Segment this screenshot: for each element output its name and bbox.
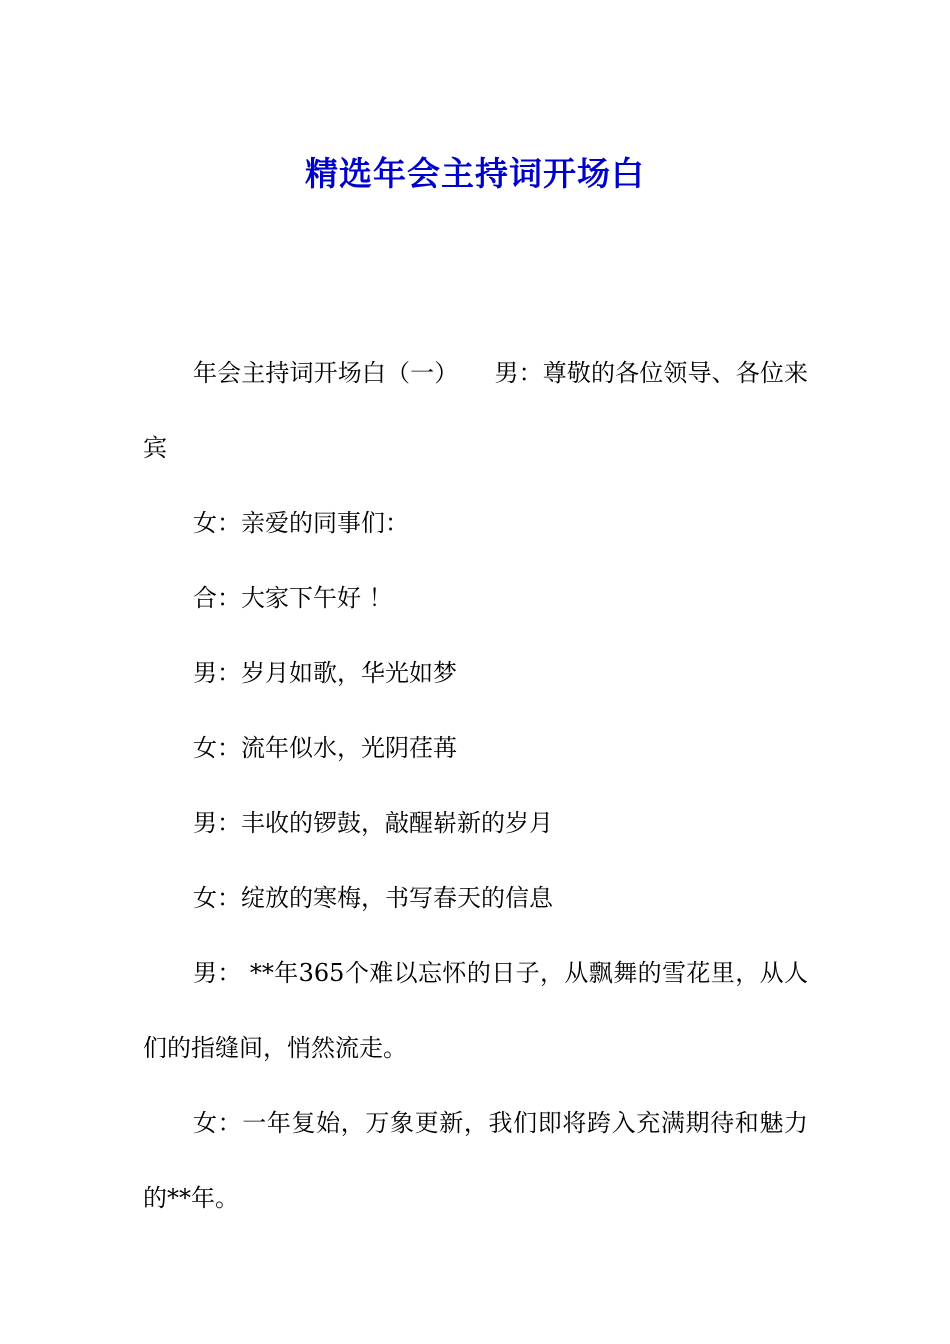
document-body bbox=[143, 336, 808, 1236]
document-title: 精选年会主持词开场白 bbox=[305, 154, 645, 194]
paragraph-1: 年会主持词开场白（一） 男：尊敬的各位领导、各位来宾 bbox=[143, 359, 808, 462]
paragraph-2: 女：亲爱的同事们： bbox=[193, 509, 409, 537]
paragraph-9: 女：一年复始，万象更新，我们即将跨入充满期待和魅力的**年。 bbox=[143, 1109, 808, 1212]
paragraph-6: 男：丰收的锣鼓，敲醒崭新的岁月 bbox=[193, 809, 553, 837]
paragraph-7: 女：绽放的寒梅，书写春天的信息 bbox=[193, 884, 553, 912]
paragraph-3: 合：大家下午好 ！ bbox=[193, 584, 393, 612]
paragraph-4: 男：岁月如歌，华光如梦 bbox=[193, 659, 457, 687]
paragraph-5: 女：流年似水，光阴荏苒 bbox=[193, 734, 457, 762]
paragraph-8: 男： **年365个难以忘怀的日子，从飘舞的雪花里，从人们的指缝间，悄然流走。 bbox=[143, 959, 808, 1062]
